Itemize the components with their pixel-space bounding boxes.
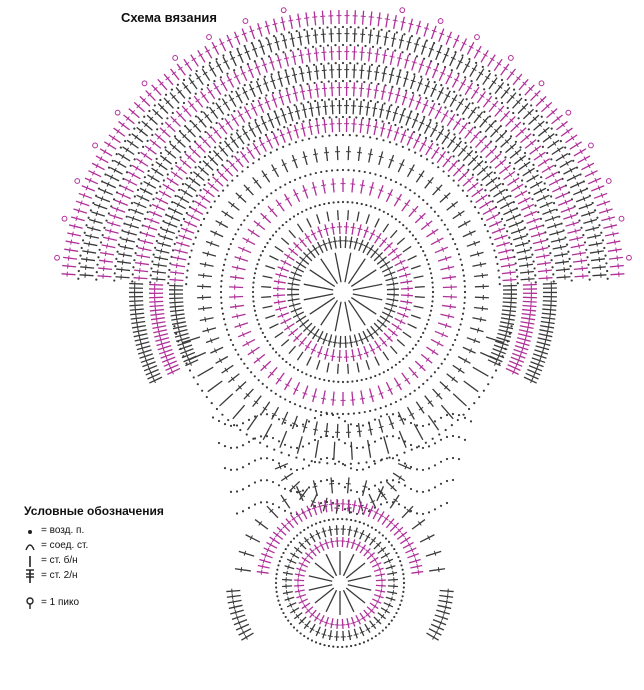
center-motif-ring-3	[261, 210, 425, 374]
legend-label-double: = ст. 2/н	[41, 570, 78, 581]
center-motif-ring-1	[287, 236, 399, 348]
double-crochet-cross-icon	[24, 569, 38, 583]
legend-row-picot	[24, 595, 164, 610]
fan-chain-2	[167, 116, 519, 284]
legend-title: Условные обозначения	[24, 504, 164, 518]
center-motif-spokes	[304, 253, 382, 331]
lower-motif-chain	[275, 518, 405, 648]
legend-row-double	[24, 568, 164, 583]
slip-stitch-arc-icon	[24, 539, 38, 553]
legend-row-slip	[24, 538, 164, 553]
picot-loop-icon	[24, 596, 38, 610]
legend-label-chain: = возд. п.	[41, 525, 85, 536]
lower-wing-left	[226, 589, 253, 641]
lower-wing-right	[427, 589, 454, 641]
single-crochet-bar-icon	[24, 554, 38, 568]
lower-motif-ring-1	[294, 537, 386, 629]
chain-stitch-dot-icon	[24, 524, 38, 538]
legend-label-picot: = 1 пико	[41, 597, 80, 608]
center-motif-chain-1	[252, 201, 434, 383]
legend-label-single: = ст. б/н	[41, 555, 78, 566]
center-motif-ring-4	[229, 178, 457, 406]
center-motif-ring-2	[273, 222, 413, 362]
center-motif-chain-2	[220, 169, 466, 415]
legend-label-slip: = соед. ст.	[41, 540, 89, 551]
lower-motif-ring-2	[282, 525, 398, 641]
fan-row-6	[80, 28, 607, 278]
legend	[24, 504, 164, 610]
page-title: Схема вязания	[121, 10, 217, 25]
legend-row-chain	[24, 523, 164, 538]
lower-motif-spokes	[309, 551, 371, 615]
legend-row-single	[24, 553, 164, 568]
